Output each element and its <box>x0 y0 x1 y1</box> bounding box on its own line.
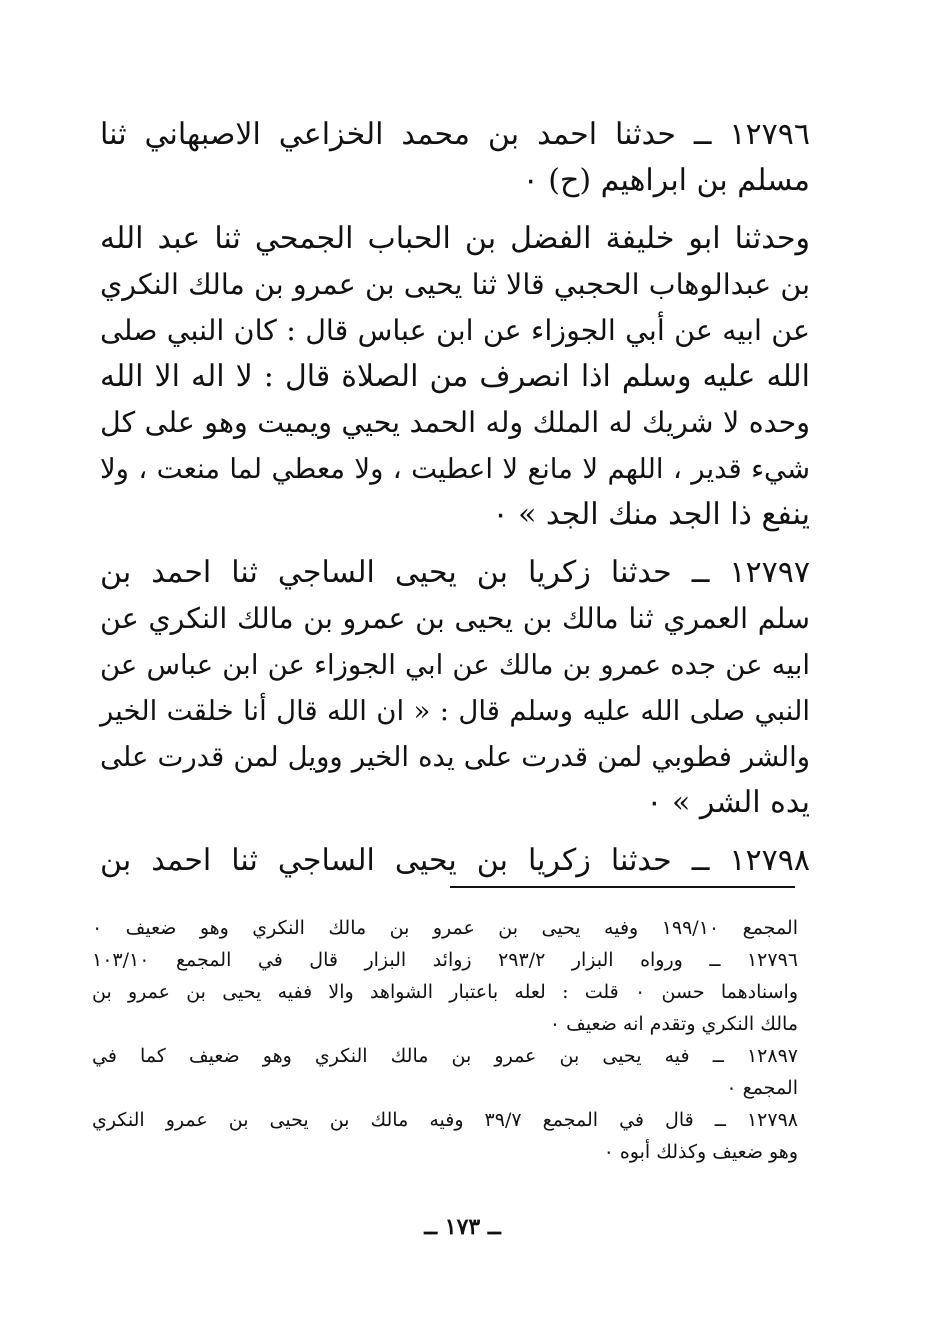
footnote-line: ١٢٧٩٦ ــ ورواه البزار ٢٩٣/٢ زوائد البزار قال في المجمع ١٠٣/١٠ <box>92 949 798 971</box>
hadith-12797-line-6: يده الشر » ٠ <box>646 785 810 820</box>
hadith-12796-line-7: وحده لا شريك له الملك وله الحمد يحيي ويميت وهو على كل <box>100 406 810 439</box>
footnote-line: ١٢٧٩٨ ــ قال في المجمع ٣٩/٧ وفيه مالك بن يحيى بن عمرو النكري <box>92 1109 798 1131</box>
hadith-12796-line-8: شيء قدير ، اللهم لا مانع لا اعطيت ، ولا معطي لما منعت ، ولا <box>100 453 810 485</box>
hadith-12796-line-5: عن ابيه عن أبي الجوزاء عن ابن عباس قال : كان النبي صلى <box>100 314 810 347</box>
footnote-line: المجمع ١٩٩/١٠ وفيه يحيى بن عمرو بن مالك النكري وهو ضعيف ٠ <box>92 917 798 939</box>
footnotes <box>92 912 798 1168</box>
paragraph-gap <box>100 826 810 838</box>
footnote-line: مالك النكري وتقدم انه ضعيف ٠ <box>549 1013 798 1035</box>
hadith-12797-line-4: النبي صلى الله عليه وسلم قال : « ان الله قال أنا خلقت الخير <box>100 695 810 727</box>
hadith-12796-line-3: وحدثنا ابو خليفة الفضل بن الحباب الجمحي ثنا عبد الله <box>100 221 810 256</box>
hadith-12796-line-4: بن عبدالوهاب الحجبي قالا ثنا يحيى بن عمرو بن مالك النكري <box>100 268 810 301</box>
hadith-12797-line-5: والشر فطوبي لمن قدرت على يده الخير وويل لمن قدرت على <box>100 741 810 773</box>
paragraph-gap <box>100 204 810 216</box>
hadith-12796-line-6: الله عليه وسلم اذا انصرف من الصلاة قال : لا اله الا الله <box>100 359 810 394</box>
hadith-12796-line-1: ١٢٧٩٦ ــ حدثنا احمد بن محمد الخزاعي الاصبهاني ثنا <box>100 117 810 152</box>
main-text <box>100 112 810 884</box>
footnote-line: وهو ضعيف وكذلك أبوه ٠ <box>603 1141 798 1163</box>
page-number: ــ ١٧٣ ــ <box>424 1214 501 1240</box>
footnote-line: المجمع ٠ <box>726 1077 798 1099</box>
hadith-12796-line-9: ينفع ذا الجد منك الجد » ٠ <box>492 497 810 532</box>
hadith-12798-line-1: ١٢٧٩٨ ــ حدثنا زكريا بن يحيى الساجي ثنا احمد بن <box>100 843 810 878</box>
hadith-12796-line-2: مسلم بن ابراهيم (ح) ٠ <box>522 163 810 198</box>
paragraph-gap <box>100 538 810 550</box>
footnote-line: واسنادهما حسن ٠ قلت : لعله باعتبار الشواهد والا ففيه يحيى بن عمرو بن <box>92 981 798 1003</box>
hadith-12797-line-1: ١٢٧٩٧ ــ حدثنا زكريا بن يحيى الساجي ثنا احمد بن <box>100 555 810 590</box>
footnote-line: ١٢٨٩٧ ــ فيه يحيى بن عمرو بن مالك النكري وهو ضعيف كما في <box>92 1045 798 1067</box>
hadith-12797-line-2: سلم العمري ثنا مالك بن يحيى بن عمرو بن مالك النكري عن <box>100 602 810 635</box>
footnote-divider <box>450 886 795 888</box>
hadith-12797-line-3: ابيه عن جده عمرو بن مالك عن ابي الجوزاء عن ابن عباس عن <box>100 649 810 681</box>
